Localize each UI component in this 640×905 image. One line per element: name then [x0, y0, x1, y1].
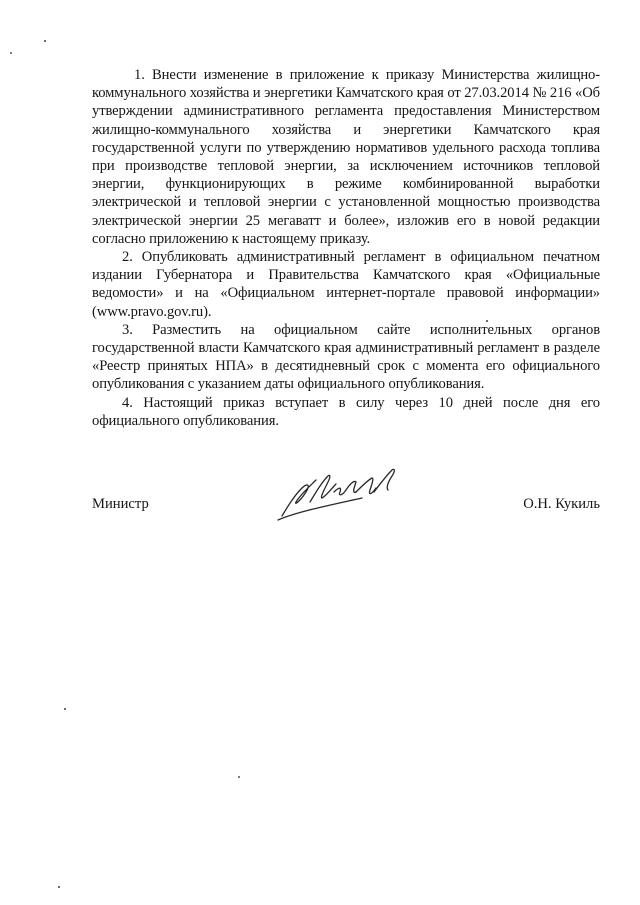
scan-speck — [58, 886, 60, 888]
scan-speck — [64, 708, 66, 710]
signer-title: Министр — [92, 496, 149, 512]
signature-row — [92, 496, 600, 520]
scan-speck — [486, 320, 488, 322]
signer-name: О.Н. Кукиль — [523, 496, 600, 512]
paragraph-1: 1. Внести изменение в приложение к приказу Министерства жилищно-коммунального хозяйства и энергетики Камчатского края от 27.03.2014 № 216 «Об утверждении административного регламента предоставления Министерством жилищно-коммунального хозяйства и энергетики Камчатского края государственной услуги по утверждению нормативов удельного расхода топлива при производстве тепловой энергии, за исключением источников тепловой энергии, функционирующих в режиме комбинированной выработки электрической и тепловой энергии с установленной мощностью производства электрической энергии 25 мегаватт и более», изложив его в новой редакции согласно приложению к настоящему приказу. — [92, 67, 600, 247]
scan-speck — [44, 40, 46, 42]
paragraph-2: 2. Опубликовать административный регламент в официальном печатном издании Губернатора и Правительства Камчатского края «Официальные ведомости» и на «Официальном интернет-портале правовой информации» (www.pravo.gov.ru). — [92, 249, 600, 320]
paragraph-3: 3. Разместить на официальном сайте исполнительных органов государственной власти Камчатского края административный регламент в разделе «Реестр принятых НПА» в десятидневный срок с момента его официального опубликования с указанием даты официального опубликования. — [92, 321, 600, 393]
order-body — [92, 66, 600, 430]
scan-speck — [10, 52, 12, 54]
scan-speck — [238, 776, 240, 778]
paragraph-4: 4. Настоящий приказ вступает в силу через 10 дней после дня его официального опубликования. — [92, 394, 600, 429]
